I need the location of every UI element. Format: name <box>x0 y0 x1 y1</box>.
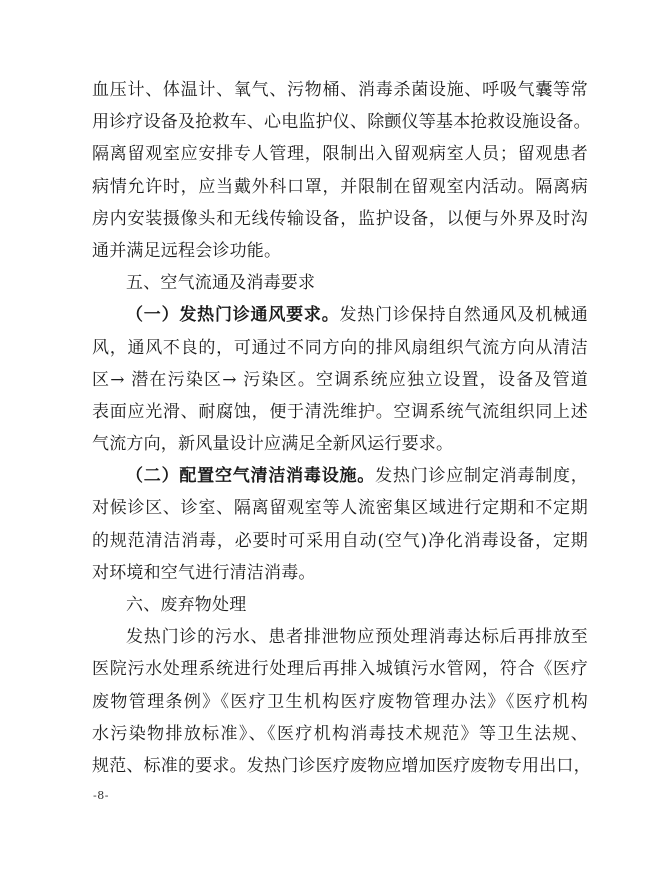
subsection-2-first-line <box>92 460 588 492</box>
paragraph-line: 血压计、体温计、氧气、污物桶、消毒杀菌设施、呼吸气囊等常 <box>92 80 588 100</box>
subsection-1-text: 发热门诊保持自然通风及机械通 <box>339 305 588 326</box>
paragraph-line: 通并满足远程会诊功能。 <box>92 240 282 261</box>
page-number: -8- <box>93 789 109 802</box>
paragraph-line: 气流方向，新风量设计应满足全新风运行要求。 <box>92 434 454 455</box>
paragraph-line: 病情允许时，应当戴外科口罩，并限制在留观室内活动。隔离病 <box>92 176 588 197</box>
section-6-first-line: 发热门诊的污水、患者排泄物应预处理消毒达标后再排放至 <box>126 627 588 648</box>
paragraph-line: 房内安装摄像头和无线传输设备，监护设备，以便与外界及时沟 <box>92 208 588 229</box>
paragraph-line: 规范、标准的要求。发热门诊医疗废物应增加医疗废物专用出口， <box>92 755 591 776</box>
paragraph-line: 对候诊区、诊室、隔离留观室等人流密集区域进行定期和不定期 <box>92 498 588 519</box>
paragraph-line: 表面应光滑、耐腐蚀，便于清洗维护。空调系统气流组织同上述 <box>92 401 588 422</box>
paragraph-line: 的规范清洁消毒，必要时可采用自动(空气)净化消毒设备，定期 <box>92 530 588 551</box>
paragraph-line: 用诊疗设备及抢救车、心电监护仪、除颤仪等基本抢救设施设备。 <box>92 112 591 133</box>
subsection-1-first-line <box>92 299 588 331</box>
document-body <box>92 74 591 782</box>
paragraph-line: 医院污水处理系统进行处理后再排入城镇污水管网，符合《医疗 <box>92 659 588 680</box>
paragraph-line: 区→ 潜在污染区→ 污染区。空调系统应独立设置，设备及管道 <box>92 369 588 390</box>
subsection-1-title: （一）发热门诊通风要求。 <box>126 305 340 326</box>
section-heading-5: 五、空气流通及消毒要求 <box>126 273 316 294</box>
paragraph-line: 风，通风不良的，可通过不同方向的排风扇组织气流方向从清洁 <box>92 337 588 358</box>
section-heading-6: 六、废弃物处理 <box>126 595 247 615</box>
subsection-2-text: 发热门诊应制定消毒制度， <box>375 466 588 487</box>
paragraph-line: 水污染物排放标准》、《医疗机构消毒技术规范》等卫生法规、 <box>92 723 588 744</box>
subsection-2-title: （二）配置空气清洁消毒设施。 <box>126 466 376 487</box>
paragraph-line: 废物管理条例》《医疗卫生机构医疗废物管理办法》《医疗机构 <box>92 691 588 712</box>
paragraph-line: 对环境和空气进行清洁消毒。 <box>92 562 316 583</box>
paragraph-line: 隔离留观室应安排专人管理，限制出入留观病室人员；留观患者 <box>92 144 588 165</box>
